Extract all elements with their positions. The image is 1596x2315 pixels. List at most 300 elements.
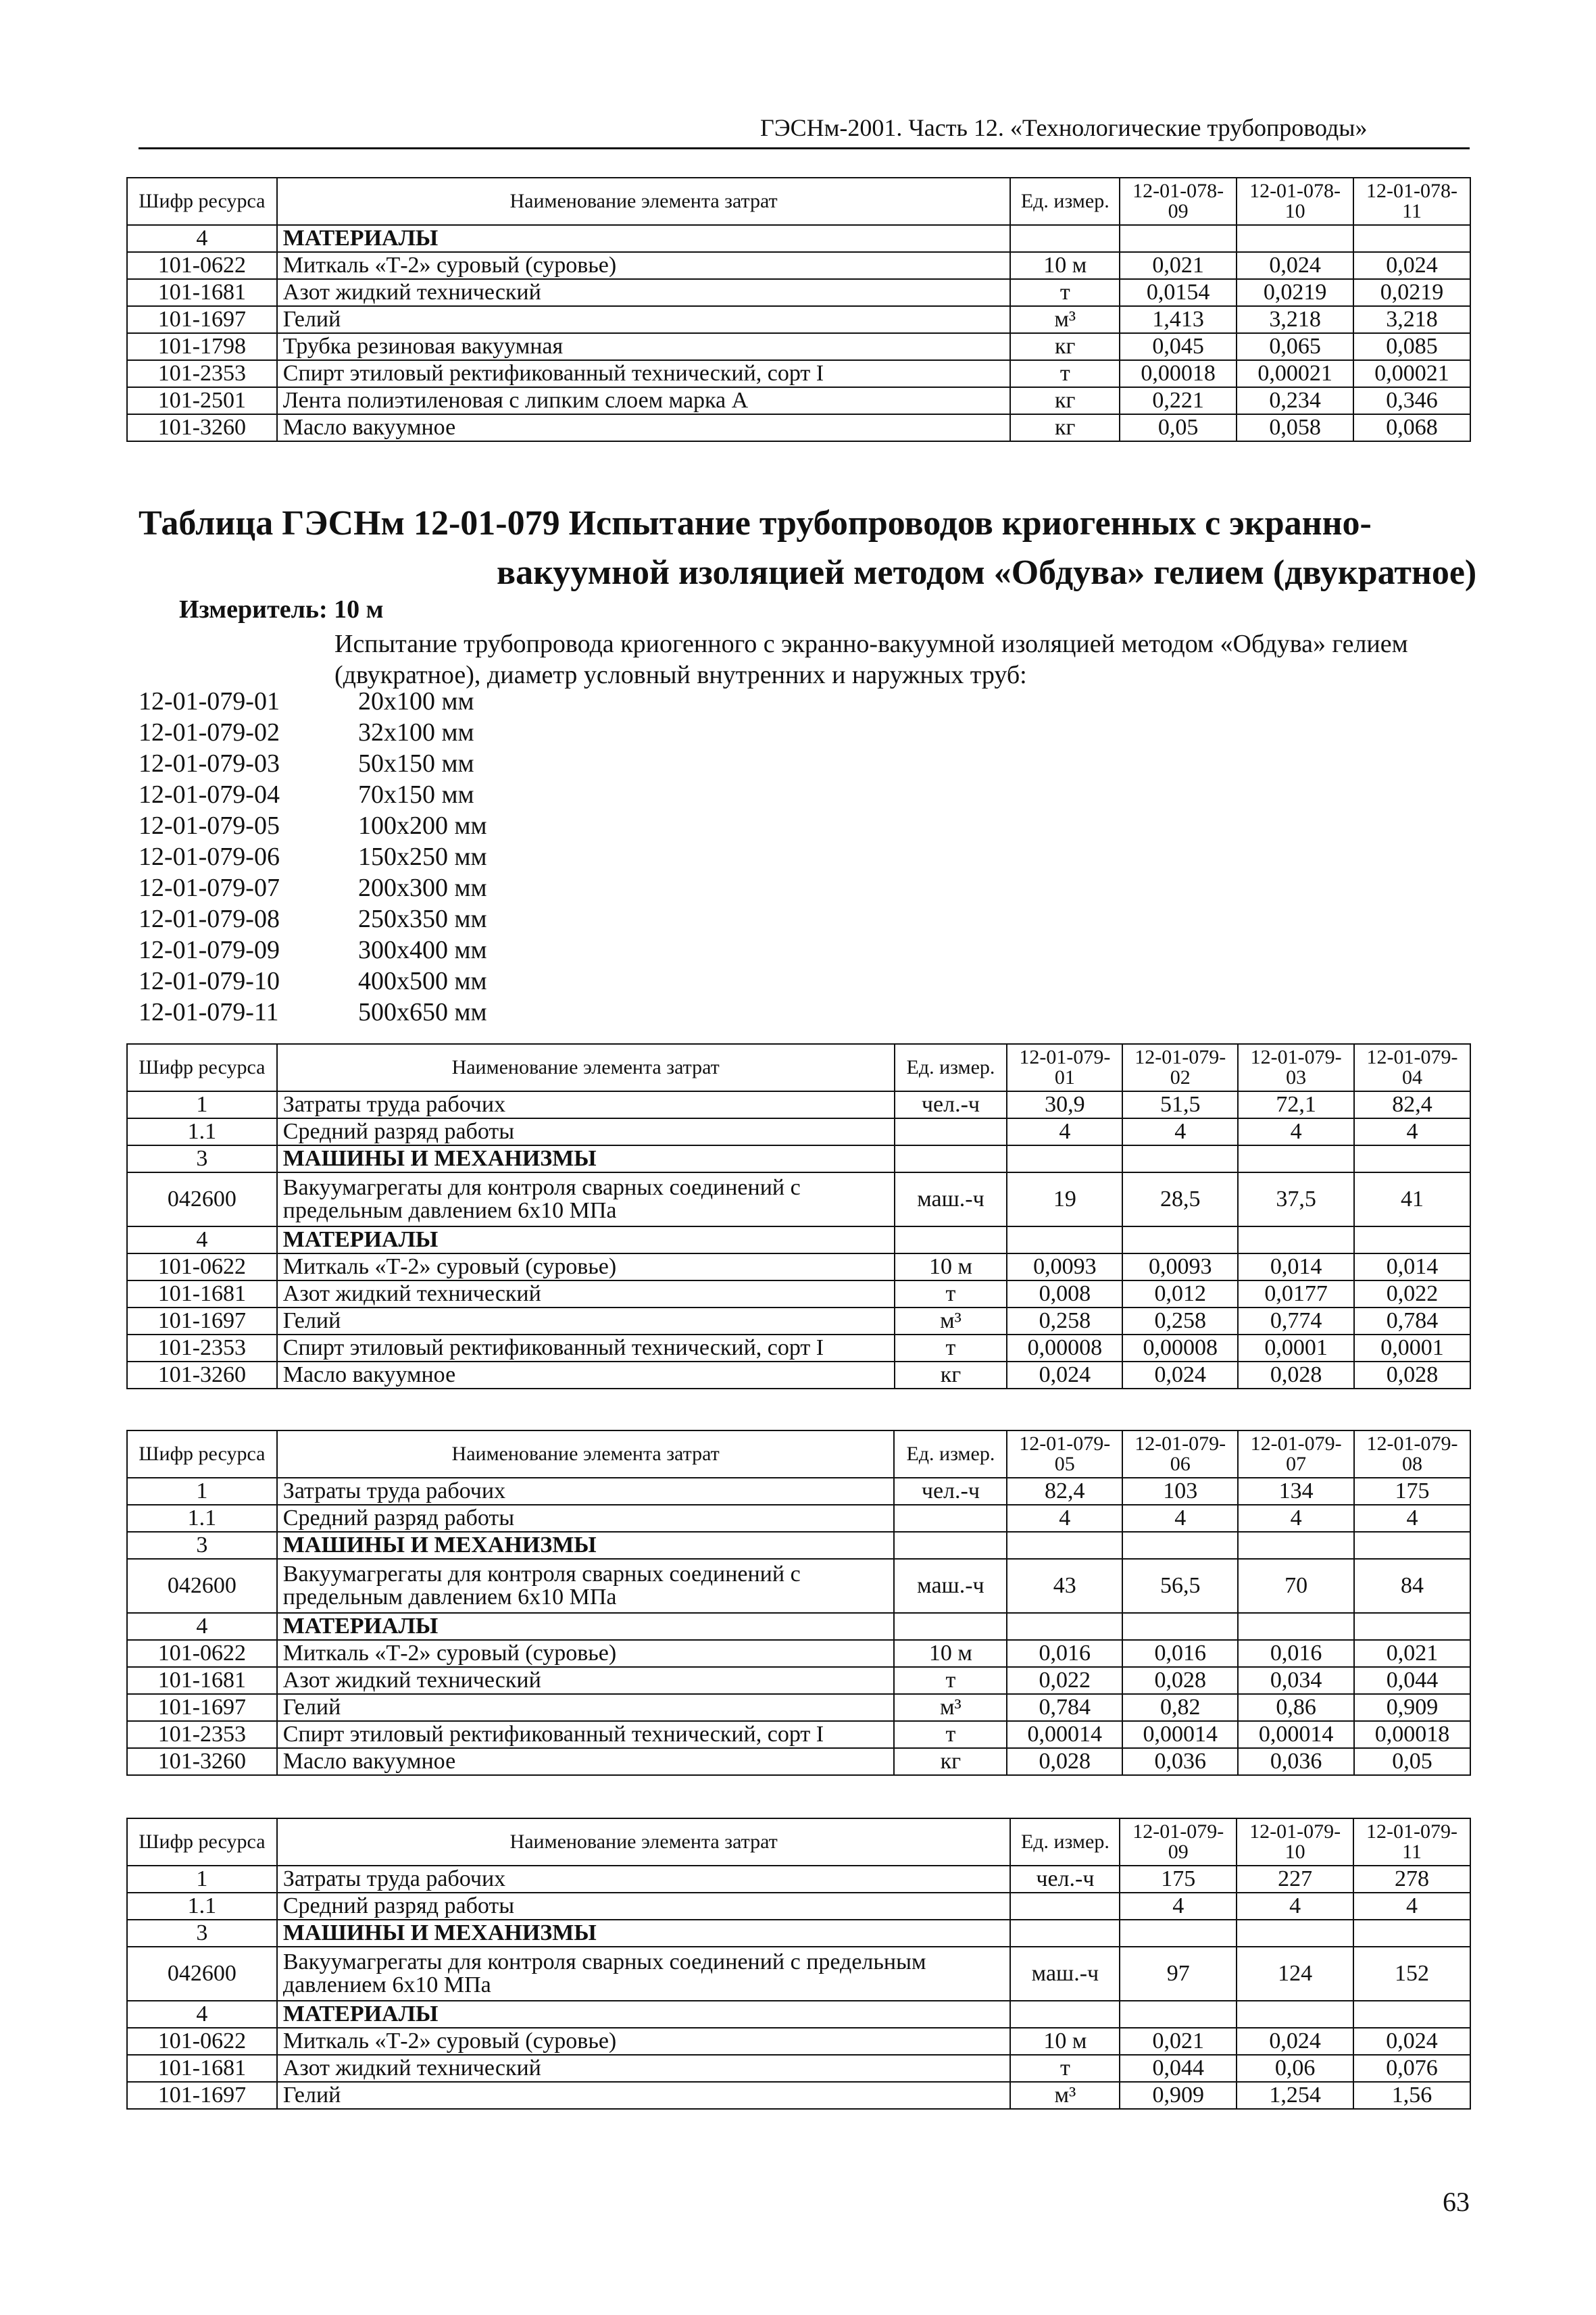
cell-value: 0,00014 (1238, 1721, 1354, 1748)
cell-value: 0,034 (1238, 1667, 1354, 1694)
cell-value: 97 (1120, 1947, 1237, 2001)
cell-name: Гелий (277, 1694, 895, 1721)
cell-code: 101-1681 (127, 2055, 277, 2082)
cell-value: 0,00014 (1007, 1721, 1122, 1748)
code-id: 12-01-079-08 (139, 905, 280, 933)
cell-value: 0,028 (1238, 1362, 1354, 1389)
cell-value: 0,028 (1122, 1667, 1238, 1694)
header-col: 12-01-078-09 (1120, 178, 1237, 225)
cell-value: 124 (1237, 1947, 1353, 2001)
cell-value: 0,028 (1354, 1362, 1470, 1389)
code-id: 12-01-079-06 (139, 843, 280, 871)
table-row (127, 1335, 1470, 1362)
cell-value: 0,0001 (1238, 1335, 1354, 1362)
cell-unit: 10 м (895, 1253, 1007, 1280)
cell-value: 0,044 (1120, 2055, 1237, 2082)
page-number: 63 (1443, 2187, 1470, 2217)
cell-value: 0,86 (1238, 1694, 1354, 1721)
cell-name: Азот жидкий технический (277, 1667, 895, 1694)
cell-value: 0,024 (1237, 2028, 1353, 2055)
code-list-item (139, 935, 487, 966)
cell-name: Лента полиэтиленовая с липким слоем марка А (277, 387, 1011, 414)
table-row (127, 1280, 1470, 1308)
cell-unit (895, 1118, 1007, 1145)
header-col: 12-01-079-09 (1120, 1818, 1237, 1866)
cell-value: 0,045 (1120, 333, 1237, 360)
running-header: ГЭСНм-2001. Часть 12. «Технологические трубопроводы» (760, 114, 1368, 141)
code-list-item (139, 810, 487, 841)
cell-unit: м³ (895, 1308, 1007, 1335)
cell-unit: м³ (894, 1694, 1007, 1721)
code-list-item (139, 997, 487, 1028)
header-name: Наименование элемента затрат (277, 1430, 895, 1478)
cell-code: 101-1697 (127, 1694, 277, 1721)
cell-code: 042600 (127, 1559, 277, 1613)
cell-name: Средний разряд работы (277, 1893, 1011, 1920)
cell-value: 0,044 (1354, 1667, 1470, 1694)
table-079-09-11 (126, 1818, 1471, 2110)
code-id: 12-01-079-05 (139, 812, 280, 840)
cell-name: Спирт этиловый ректификованный технический, сорт I (277, 1721, 895, 1748)
header-col: 12-01-079-02 (1122, 1044, 1238, 1091)
cell-code: 101-3260 (127, 1362, 277, 1389)
cell-value: 0,016 (1238, 1640, 1354, 1667)
code-list-item (139, 966, 487, 997)
cell-unit: кг (1010, 414, 1120, 441)
cell-value: 0,068 (1353, 414, 1470, 441)
cell-name: Средний разряд работы (277, 1118, 895, 1145)
header-name: Наименование элемента затрат (277, 1044, 895, 1091)
cell-code: 101-1697 (127, 2082, 277, 2109)
cell-code: 3 (127, 1920, 277, 1947)
cell-unit: м³ (1010, 306, 1120, 333)
cell-value: 0,024 (1353, 252, 1470, 279)
cell-value: 0,076 (1353, 2055, 1470, 2082)
header-col: 12-01-079-10 (1237, 1818, 1353, 1866)
cell-value: 0,00014 (1122, 1721, 1238, 1748)
cell-value (1238, 1532, 1354, 1559)
cell-value: 4 (1354, 1505, 1470, 1532)
cell-unit: м³ (1010, 2082, 1120, 2109)
cell-name: МАШИНЫ И МЕХАНИЗМЫ (277, 1532, 895, 1559)
code-id: 12-01-079-01 (139, 687, 280, 716)
cell-value: 0,024 (1237, 252, 1353, 279)
table-row (127, 306, 1470, 333)
cell-value: 1,56 (1353, 2082, 1470, 2109)
code-size: 20х100 мм (358, 687, 474, 716)
cell-value (1122, 1145, 1238, 1172)
cell-value: 82,4 (1007, 1478, 1122, 1505)
cell-unit: т (894, 1667, 1007, 1694)
header-col: 12-01-079-11 (1353, 1818, 1470, 1866)
cell-unit: маш.-ч (1010, 1947, 1120, 2001)
cell-name: МАТЕРИАЛЫ (277, 225, 1011, 252)
cell-code: 101-0622 (127, 2028, 277, 2055)
cell-name: Гелий (277, 306, 1011, 333)
cell-value: 56,5 (1122, 1559, 1238, 1613)
cell-code: 1 (127, 1091, 277, 1118)
cell-value: 30,9 (1007, 1091, 1122, 1118)
code-size: 150х250 мм (358, 843, 487, 871)
header-unit: Ед. измер. (894, 1430, 1007, 1478)
cell-name: Миткаль «Т-2» суровый (суровье) (277, 1253, 895, 1280)
table-row (127, 1920, 1470, 1947)
cell-code: 101-1798 (127, 333, 277, 360)
cell-value (1122, 1532, 1238, 1559)
cell-value: 0,0093 (1122, 1253, 1238, 1280)
cell-name: МАТЕРИАЛЫ (277, 1613, 895, 1640)
table-row (127, 1532, 1470, 1559)
cell-value (1007, 1532, 1122, 1559)
cell-name: Миткаль «Т-2» суровый (суровье) (277, 252, 1011, 279)
table-row (127, 1748, 1470, 1775)
code-list-item (139, 872, 487, 903)
cell-value: 0,0219 (1353, 279, 1470, 306)
cell-unit (894, 1505, 1007, 1532)
cell-value: 28,5 (1122, 1172, 1238, 1226)
cell-unit: т (894, 1721, 1007, 1748)
cell-value: 0,028 (1007, 1748, 1122, 1775)
cell-value: 0,909 (1354, 1694, 1470, 1721)
code-id: 12-01-079-03 (139, 749, 280, 778)
cell-value: 0,021 (1120, 2028, 1237, 2055)
table-row (127, 279, 1470, 306)
header-rule (139, 147, 1470, 149)
header-unit: Ед. измер. (895, 1044, 1007, 1091)
cell-code: 101-2501 (127, 387, 277, 414)
header-code: Шифр ресурса (127, 1430, 277, 1478)
description: Испытание трубопровода криогенного с экранно-вакуумной изоляцией методом «Обдува» гелием (двукратное), диаметр условный внутренних и наружных труб: (334, 630, 1408, 689)
code-id: 12-01-079-02 (139, 718, 280, 747)
code-list-item (139, 686, 487, 717)
cell-value: 0,036 (1238, 1748, 1354, 1775)
code-id: 12-01-079-10 (139, 967, 280, 995)
cell-code: 1 (127, 1478, 277, 1505)
code-size: 100х200 мм (358, 812, 487, 840)
code-size: 50х150 мм (358, 749, 474, 778)
cell-unit: маш.-ч (895, 1172, 1007, 1226)
cell-value: 0,024 (1122, 1362, 1238, 1389)
table-row (127, 1893, 1470, 1920)
cell-code: 101-1681 (127, 1667, 277, 1694)
cell-code: 1.1 (127, 1505, 277, 1532)
cell-name: Затраты труда рабочих (277, 1866, 1011, 1893)
cell-value: 1,413 (1120, 306, 1237, 333)
cell-value: 84 (1354, 1559, 1470, 1613)
header-col: 12-01-079-06 (1122, 1430, 1238, 1478)
table-row (127, 1308, 1470, 1335)
table-row (127, 1721, 1470, 1748)
cell-value: 4 (1238, 1118, 1354, 1145)
cell-unit (895, 1145, 1007, 1172)
code-size: 250х350 мм (358, 905, 487, 933)
cell-value: 0,00021 (1237, 360, 1353, 387)
cell-code: 101-3260 (127, 1748, 277, 1775)
header-code: Шифр ресурса (127, 1818, 277, 1866)
cell-value (1238, 1226, 1354, 1253)
cell-unit: кг (895, 1362, 1007, 1389)
table-row (127, 1694, 1470, 1721)
cell-value: 0,0219 (1237, 279, 1353, 306)
header-name: Наименование элемента затрат (277, 178, 1011, 225)
table-row (127, 225, 1470, 252)
table-row (127, 1145, 1470, 1172)
cell-unit: чел.-ч (895, 1091, 1007, 1118)
table-row (127, 1613, 1470, 1640)
cell-value: 70 (1238, 1559, 1354, 1613)
cell-value (1354, 1532, 1470, 1559)
table-row (127, 2055, 1470, 2082)
cell-value (1120, 2001, 1237, 2028)
header-col: 12-01-078-10 (1237, 178, 1353, 225)
code-size: 400х500 мм (358, 967, 487, 995)
code-size: 500х650 мм (358, 998, 487, 1026)
table-row (127, 1478, 1470, 1505)
cell-value: 3,218 (1237, 306, 1353, 333)
cell-unit: т (895, 1280, 1007, 1308)
table-header-row (127, 178, 1470, 225)
cell-value (1237, 2001, 1353, 2028)
cell-unit: кг (894, 1748, 1007, 1775)
cell-name: Гелий (277, 2082, 1011, 2109)
table-row (127, 1172, 1470, 1226)
header-col: 12-01-079-07 (1238, 1430, 1354, 1478)
table-row (127, 1253, 1470, 1280)
cell-value (1120, 1920, 1237, 1947)
cell-code: 101-3260 (127, 414, 277, 441)
cell-value (1354, 1613, 1470, 1640)
cell-value: 0,036 (1122, 1748, 1238, 1775)
cell-value: 51,5 (1122, 1091, 1238, 1118)
header-code: Шифр ресурса (127, 178, 277, 225)
code-list (139, 686, 487, 1028)
cell-value: 37,5 (1238, 1172, 1354, 1226)
cell-code: 101-0622 (127, 252, 277, 279)
cell-value: 0,0093 (1007, 1253, 1122, 1280)
table-row (127, 1559, 1470, 1613)
cell-value: 43 (1007, 1559, 1122, 1613)
cell-value: 4 (1237, 1893, 1353, 1920)
cell-code: 3 (127, 1532, 277, 1559)
cell-value (1353, 225, 1470, 252)
cell-unit (1010, 225, 1120, 252)
header-col: 12-01-079-03 (1238, 1044, 1354, 1091)
cell-name: Затраты труда рабочих (277, 1478, 895, 1505)
code-size: 300х400 мм (358, 936, 487, 964)
cell-value: 0,221 (1120, 387, 1237, 414)
table-row (127, 1362, 1470, 1389)
cell-code: 101-1697 (127, 1308, 277, 1335)
cell-value (1120, 225, 1237, 252)
cell-unit: кг (1010, 387, 1120, 414)
cell-name: МАШИНЫ И МЕХАНИЗМЫ (277, 1920, 1011, 1947)
cell-code: 101-2353 (127, 1721, 277, 1748)
cell-value: 0,258 (1122, 1308, 1238, 1335)
table-header-row (127, 1044, 1470, 1091)
cell-unit: т (1010, 279, 1120, 306)
cell-value: 4 (1007, 1505, 1122, 1532)
cell-value: 0,00008 (1007, 1335, 1122, 1362)
cell-value: 1,254 (1237, 2082, 1353, 2109)
cell-value: 72,1 (1238, 1091, 1354, 1118)
cell-value: 0,784 (1354, 1308, 1470, 1335)
cell-name: Вакуумагрегаты для контроля сварных соединений с предельным давлением 6х10 МПа (277, 1559, 895, 1613)
cell-value (1353, 2001, 1470, 2028)
header-col: 12-01-078-11 (1353, 178, 1470, 225)
cell-value: 0,346 (1353, 387, 1470, 414)
cell-value: 4 (1122, 1505, 1238, 1532)
cell-value: 152 (1353, 1947, 1470, 2001)
cell-value: 175 (1120, 1866, 1237, 1893)
cell-code: 4 (127, 1226, 277, 1253)
cell-value: 41 (1354, 1172, 1470, 1226)
cell-code: 3 (127, 1145, 277, 1172)
cell-value: 0,022 (1007, 1667, 1122, 1694)
cell-value: 0,00018 (1120, 360, 1237, 387)
cell-name: Азот жидкий технический (277, 279, 1011, 306)
title-line-2: вакуумной изоляцией методом «Обдува» гелием (двукратное) (497, 553, 1477, 592)
cell-value: 0,774 (1238, 1308, 1354, 1335)
cell-code: 101-1681 (127, 279, 277, 306)
code-size: 70х150 мм (358, 780, 474, 809)
cell-unit: 10 м (894, 1640, 1007, 1667)
cell-value: 0,024 (1007, 1362, 1122, 1389)
cell-unit: маш.-ч (894, 1559, 1007, 1613)
cell-value: 19 (1007, 1172, 1122, 1226)
cell-code: 042600 (127, 1172, 277, 1226)
table-row (127, 252, 1470, 279)
cell-value: 3,218 (1353, 306, 1470, 333)
cell-unit: кг (1010, 333, 1120, 360)
cell-value (1007, 1145, 1122, 1172)
cell-unit (1010, 1893, 1120, 1920)
cell-value: 0,05 (1354, 1748, 1470, 1775)
cell-value: 82,4 (1354, 1091, 1470, 1118)
cell-value: 4 (1238, 1505, 1354, 1532)
cell-value: 0,0154 (1120, 279, 1237, 306)
table-row (127, 360, 1470, 387)
cell-name: МАТЕРИАЛЫ (277, 2001, 1011, 2028)
cell-code: 4 (127, 2001, 277, 2028)
cell-name: Спирт этиловый ректификованный технический, сорт I (277, 1335, 895, 1362)
cell-name: Масло вакуумное (277, 1362, 895, 1389)
table-row (127, 1226, 1470, 1253)
header-code: Шифр ресурса (127, 1044, 277, 1091)
cell-value: 4 (1007, 1118, 1122, 1145)
cell-value: 227 (1237, 1866, 1353, 1893)
cell-value: 0,058 (1237, 414, 1353, 441)
table-header-row (127, 1430, 1470, 1478)
table-row (127, 1118, 1470, 1145)
cell-name: Азот жидкий технический (277, 1280, 895, 1308)
cell-value (1237, 225, 1353, 252)
code-size: 32х100 мм (358, 718, 474, 747)
cell-code: 4 (127, 225, 277, 252)
table-row (127, 1505, 1470, 1532)
cell-code: 042600 (127, 1947, 277, 2001)
cell-value: 0,909 (1120, 2082, 1237, 2109)
cell-unit (1010, 2001, 1120, 2028)
cell-value (1007, 1226, 1122, 1253)
header-unit: Ед. измер. (1010, 178, 1120, 225)
cell-value: 0,021 (1120, 252, 1237, 279)
table-row (127, 1091, 1470, 1118)
header-unit: Ед. измер. (1010, 1818, 1120, 1866)
table-header-row (127, 1818, 1470, 1866)
cell-name: Затраты труда рабочих (277, 1091, 895, 1118)
cell-value: 0,021 (1354, 1640, 1470, 1667)
cell-value: 278 (1353, 1866, 1470, 1893)
cell-value: 0,258 (1007, 1308, 1122, 1335)
cell-value: 0,008 (1007, 1280, 1122, 1308)
cell-value: 0,024 (1353, 2028, 1470, 2055)
cell-value (1354, 1145, 1470, 1172)
cell-name: Миткаль «Т-2» суровый (суровье) (277, 2028, 1011, 2055)
cell-value: 0,0177 (1238, 1280, 1354, 1308)
cell-name: Трубка резиновая вакуумная (277, 333, 1011, 360)
code-list-item (139, 903, 487, 935)
cell-name: Миткаль «Т-2» суровый (суровье) (277, 1640, 895, 1667)
cell-code: 4 (127, 1613, 277, 1640)
table-row (127, 1640, 1470, 1667)
code-list-item (139, 841, 487, 872)
table-row (127, 2082, 1470, 2109)
cell-value: 0,00018 (1354, 1721, 1470, 1748)
table-row (127, 1866, 1470, 1893)
cell-value: 0,05 (1120, 414, 1237, 441)
header-col: 12-01-079-08 (1354, 1430, 1470, 1478)
cell-unit: т (1010, 2055, 1120, 2082)
cell-value: 0,00021 (1353, 360, 1470, 387)
cell-unit: т (895, 1335, 1007, 1362)
cell-name: Масло вакуумное (277, 414, 1011, 441)
cell-value: 0,016 (1007, 1640, 1122, 1667)
cell-name: Азот жидкий технический (277, 2055, 1011, 2082)
cell-value: 4 (1353, 1893, 1470, 1920)
cell-unit (895, 1226, 1007, 1253)
code-id: 12-01-079-11 (139, 998, 279, 1026)
table-row (127, 2001, 1470, 2028)
cell-value: 0,06 (1237, 2055, 1353, 2082)
code-id: 12-01-079-07 (139, 874, 280, 902)
cell-unit: чел.-ч (1010, 1866, 1120, 1893)
cell-value (1122, 1226, 1238, 1253)
cell-value (1238, 1145, 1354, 1172)
table-079-05-08 (126, 1430, 1471, 1776)
cell-value (1354, 1226, 1470, 1253)
code-list-item (139, 779, 487, 810)
cell-unit (894, 1613, 1007, 1640)
cell-unit: т (1010, 360, 1120, 387)
cell-value: 103 (1122, 1478, 1238, 1505)
cell-code: 1.1 (127, 1118, 277, 1145)
table-row (127, 387, 1470, 414)
table-row (127, 1667, 1470, 1694)
cell-code: 1.1 (127, 1893, 277, 1920)
cell-value: 0,012 (1122, 1280, 1238, 1308)
cell-value (1007, 1613, 1122, 1640)
cell-code: 101-1697 (127, 306, 277, 333)
header-col: 12-01-079-01 (1007, 1044, 1122, 1091)
cell-value: 4 (1122, 1118, 1238, 1145)
table-row (127, 414, 1470, 441)
cell-unit: 10 м (1010, 252, 1120, 279)
cell-value (1238, 1613, 1354, 1640)
cell-code: 101-0622 (127, 1640, 277, 1667)
header-name: Наименование элемента затрат (277, 1818, 1011, 1866)
cell-value: 0,065 (1237, 333, 1353, 360)
table-row (127, 333, 1470, 360)
